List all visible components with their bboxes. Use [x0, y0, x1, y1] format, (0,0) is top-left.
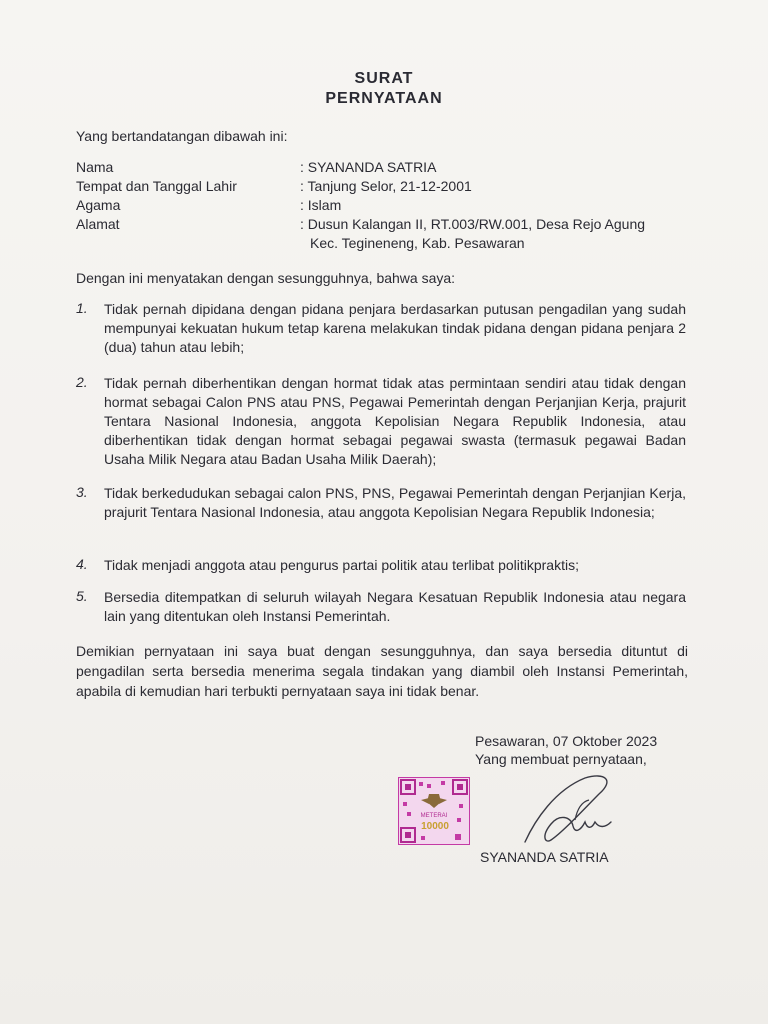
field-value-birth: : Tanjung Selor, 21-12-2001 — [300, 178, 472, 194]
item-number: 4. — [76, 556, 88, 572]
item-number: 3. — [76, 484, 88, 500]
document-title: SURAT — [354, 70, 414, 87]
maker-label: Yang membuat pernyataan, — [475, 751, 647, 767]
signature-graphic — [515, 770, 645, 850]
intro-text: Yang bertandatangan dibawah ini: — [76, 128, 288, 144]
stamp-value: 10000 — [421, 821, 449, 832]
document-subtitle: PERNYATAAN — [325, 90, 443, 107]
item-number: 5. — [76, 588, 88, 604]
stamp-label: METERAI — [420, 813, 448, 819]
signer-name: SYANANDA SATRIA — [480, 849, 609, 865]
item-text: Tidak pernah dipidana dengan pidana penjara berdasarkan putusan pengadilan yang sudah mempunyai kekuatan hukum tetap karena melakukan tindak pidana dengan pidana penjara 2 (dua) tahun atau lebih; — [104, 301, 686, 355]
item-text: Tidak pernah diberhentikan dengan hormat tidak atas permintaan sendiri atau tidak dengan hormat sebagai Calon PNS atau PNS, Pegawai Pemerintah dengan Perjanjian Kerja, prajurit Tentara Nasional Indonesia, anggota Kepolisian Negara Republik Indonesia, atau diberhentikan tidak dengan hormat sebagai pegawai swasta (termasuk pegawai Badan Usaha Milik Negara atau Badan Usaha Milik Daerah); — [104, 375, 686, 467]
item-text: Tidak berkedudukan sebagai calon PNS, PNS, Pegawai Pemerintah dengan Perjanjian Kerja, prajurit Tentara Nasional Indonesia, atau anggota Kepolisian Negara Republik Indonesia; — [104, 485, 686, 520]
field-label-name: Nama — [76, 159, 114, 175]
item-number: 1. — [76, 300, 88, 316]
place-date: Pesawaran, 07 Oktober 2023 — [475, 733, 658, 749]
field-label-religion: Agama — [76, 197, 121, 213]
field-label-address: Alamat — [76, 216, 120, 232]
statement-intro: Dengan ini menyatakan dengan sesungguhnya, bahwa saya: — [76, 270, 456, 286]
field-value-religion: : Islam — [300, 197, 342, 213]
meterai-stamp — [398, 777, 470, 845]
field-label-birth: Tempat dan Tanggal Lahir — [76, 178, 237, 194]
closing-paragraph: Demikian pernyataan ini saya buat dengan sesungguhnya, dan saya bersedia dituntut di pengadilan serta bersedia menerima segala tindakan yang diambil oleh Instansi Pemerintah, apabila di kemudian hari terbukti pernyataan saya ini tidak benar. — [76, 643, 688, 699]
item-number: 2. — [76, 374, 88, 390]
item-text: Bersedia ditempatkan di seluruh wilayah Negara Kesatuan Republik Indonesia atau negara lain yang ditentukan oleh Instansi Pemerintah. — [104, 589, 686, 624]
field-value-address-cont: Kec. Tegineneng, Kab. Pesawaran — [310, 235, 525, 251]
field-value-name: : SYANANDA SATRIA — [300, 159, 437, 175]
item-text: Tidak menjadi anggota atau pengurus partai politik atau terlibat politikpraktis; — [104, 557, 579, 573]
stamp-graphic — [399, 778, 469, 844]
field-value-address: : Dusun Kalangan II, RT.003/RW.001, Desa Rejo Agung — [300, 216, 646, 232]
